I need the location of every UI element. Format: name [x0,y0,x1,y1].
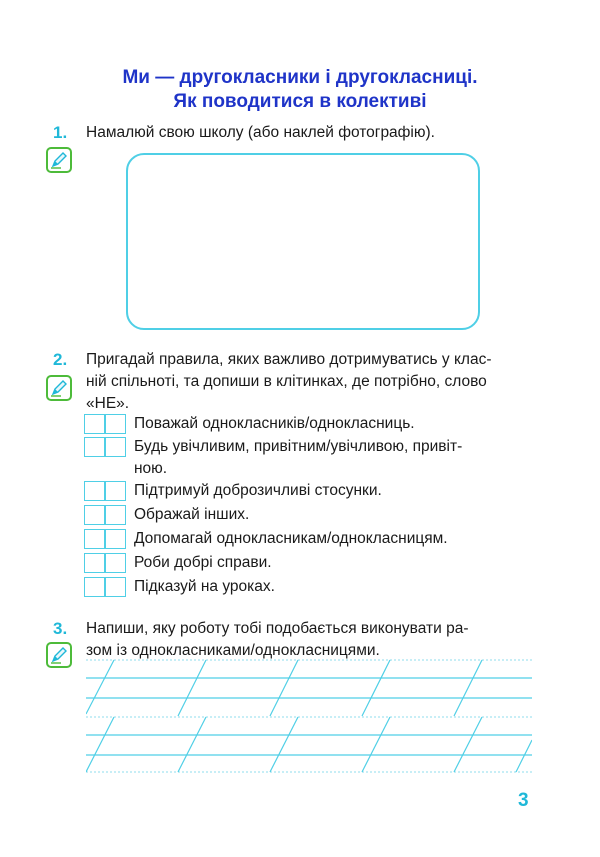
answer-cells[interactable] [84,553,126,573]
task-1-text: Намалюй свою школу (або наклей фотографію). [86,124,435,141]
rule-text: ною. [134,460,168,477]
answer-cells[interactable] [84,529,126,549]
pencil-icon [46,375,72,401]
rule-text: Будь увічливим, привітним/увічливою, привіт- [134,438,463,455]
task-3-text-line: Напиши, яку роботу тобі подобається виконувати ра- [86,620,469,637]
rule-text: Поважай однокласників/однокласниць. [134,415,415,432]
rule-text: Ображай інших. [134,506,250,523]
answer-cells[interactable] [84,481,126,501]
answer-cells[interactable] [84,505,126,525]
school-drawing-frame[interactable] [126,153,480,330]
task-2-text [86,349,532,415]
answer-cells[interactable] [84,414,126,434]
rule-text: Допомагай однокласникам/однокласницям. [134,530,448,547]
task-3-text [86,618,532,662]
title-line-2: Як поводитися в колективі [173,91,427,112]
rule-text: Підказуй на уроках. [134,578,275,595]
answer-cells[interactable] [84,577,126,597]
rule-text: Роби добрі справи. [134,554,272,571]
writing-lines[interactable] [86,658,532,776]
task-2-text-line: Пригадай правила, яких важливо дотримуватись у клас- [86,351,492,368]
task-3-text-line: зом із однокласниками/однокласницями. [86,642,380,659]
task-2-number: 2. [53,350,68,369]
page-title [0,66,600,114]
pencil-icon [46,642,72,668]
page-number: 3 [518,790,529,811]
answer-cells[interactable] [84,437,126,457]
title-line-1: Ми — другокласники і другокласниці. [122,67,478,88]
task-1-number: 1. [53,123,68,142]
task-2-text-line: «НЕ». [86,395,130,412]
rule-text: Підтримуй доброзичливі стосунки. [134,482,382,499]
pencil-icon [46,147,72,173]
task-2-text-line: ній спільноті, та допиши в клітинках, де потрібно, слово [86,373,487,390]
task-3-number: 3. [53,619,68,638]
